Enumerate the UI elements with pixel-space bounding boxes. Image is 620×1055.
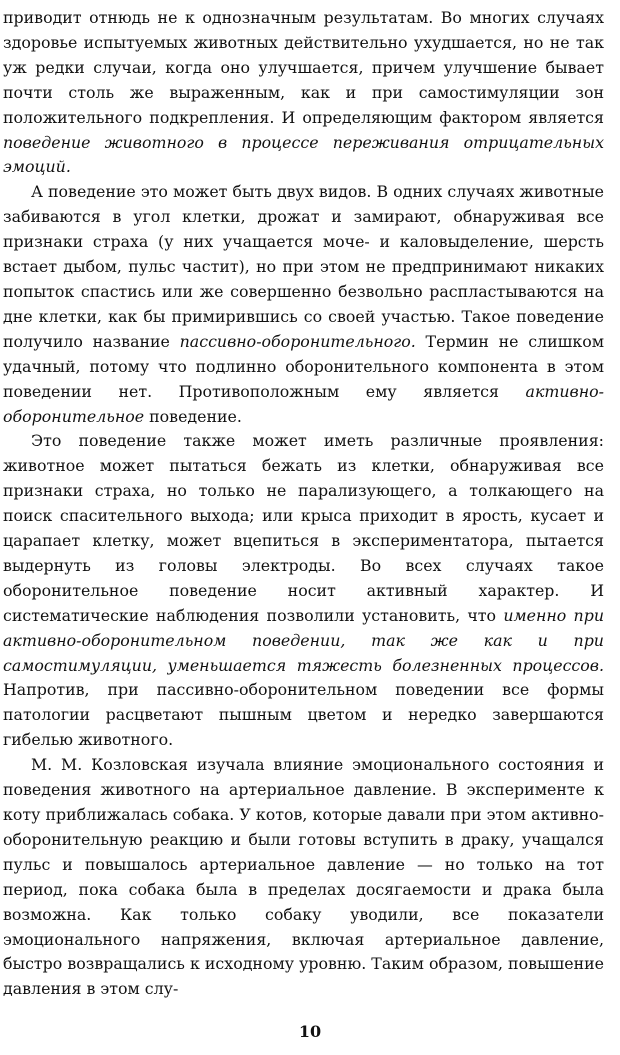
paragraph [3,6,604,180]
italic-text: активно-оборонительное [3,381,604,426]
text-body [3,6,604,1002]
paragraph [3,429,604,753]
text-segment: Термин не слишком удачный, потому что подлинно оборонительного компонента в этом поведении нет. Противоположным ему является [3,331,604,401]
text-segment: А поведение это может быть двух видов. В одних случаях животные забиваются в угол клетки, дрожат и замирают, обнаруживая все признаки страха (у них учащается моче- и каловыделение, шерсть встает дыбом, пульс частит), но при этом не предпринимают никаких попыток спастись или же совершенно безвольно распластываются на дне клетки, как бы примирившись со своей участью. Такое поведение получило название [3,182,604,351]
text-segment: М. М. Козловская изучала влияние эмоционального состояния и поведения животного на артериальное давление. В эксперименте к коту приближалась собака. У котов, которые давали при этом активно-оборонительную реакцию и были готовы вступить в драку, учащался пульс и повышалось артериальное давление — но только на тот период, пока собака была в пределах досягаемости и драка была возможна. Как только собаку уводили, все показатели эмоционального напряжения, включая артериальное давление, быстро возвращались к исходному уровню. Таким образом, повышение давления в этом слу- [3,755,604,999]
text-segment: приводит отнюдь не к однозначным результатам. Во многих случаях здоровье испытуемых животных действительно ухудшается, но не так уж редки случаи, когда оно улучшается, причем улучшение бывает почти столь же выраженным, как и при самостимуляции зон положительного подкрепления. И определяющим фактором является [3,8,604,127]
text-segment: поведение. [144,406,242,426]
page-number: 10 [298,1022,322,1041]
italic-text: именно при активно-оборонительном поведении, так же как и при самостимуляции, уменьшается тяжесть болезненных процессов. [3,605,604,675]
italic-text: пассивно-оборонительного. [179,331,416,351]
paragraph [3,180,604,429]
text-segment: Напротив, при пассивно-оборонительном поведении все формы патологии расцветают пышным цветом и нередко завершаются гибелью животного. [3,680,604,750]
text-segment: Это поведение также может иметь различные проявления: животное может пытаться бежать из клетки, обнаруживая все признаки страха, но только не парализующего, а толкающего на поиск спасительного выхода; или крыса приходит в ярость, кусает и царапает клетку, может вцепиться в экспериментатора, пытается выдернуть из головы электроды. Во всех случаях такое оборонительное поведение носит активный характер. И систематические наблюдения позволили установить, что [3,431,604,625]
italic-text: поведение животного в процессе переживания отрицательных эмоций. [3,132,604,177]
paragraph [3,753,604,1002]
